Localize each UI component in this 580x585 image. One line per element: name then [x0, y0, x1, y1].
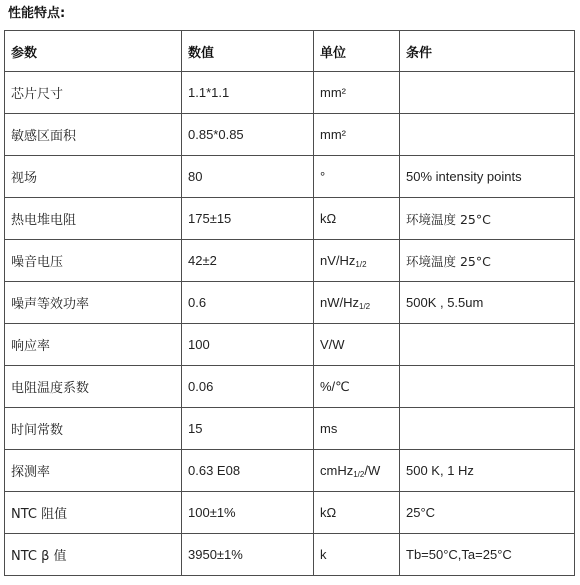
unit-text: nV/Hz	[320, 252, 356, 268]
table-row	[5, 282, 575, 324]
value-cell: 42±2	[182, 240, 314, 282]
condition-cell	[400, 114, 575, 156]
value-cell: 0.06	[182, 366, 314, 408]
unit-cell	[314, 282, 400, 324]
param-cell: 电阻温度系数	[5, 366, 182, 408]
unit-cell: °	[314, 156, 400, 198]
section-title: 性能特点:	[8, 6, 66, 21]
param-cell: 视场	[5, 156, 182, 198]
value-cell: 100±1%	[182, 492, 314, 534]
unit-subscript: 1/2	[355, 259, 367, 269]
table-row	[5, 198, 575, 240]
condition-cell: 环境温度 25°C	[400, 240, 575, 282]
table-row	[5, 114, 575, 156]
condition-cell: 25°C	[400, 492, 575, 534]
param-cell: 噪声等效功率	[5, 282, 182, 324]
table-row	[5, 366, 575, 408]
table-header-row	[5, 31, 575, 72]
param-cell: NTC 阻值	[5, 492, 182, 534]
table-row	[5, 324, 575, 366]
param-cell: 热电堆电阻	[5, 198, 182, 240]
condition-cell	[400, 72, 575, 114]
value-cell: 15	[182, 408, 314, 450]
unit-text: cmHz	[320, 462, 354, 478]
condition-cell: 500 K, 1 Hz	[400, 450, 575, 492]
unit-cell	[314, 240, 400, 282]
unit-cell	[314, 450, 400, 492]
header-value: 数值	[182, 31, 314, 72]
table-row	[5, 240, 575, 282]
condition-cell: 50% intensity points	[400, 156, 575, 198]
condition-cell: 500K , 5.5um	[400, 282, 575, 324]
unit-cell: ms	[314, 408, 400, 450]
condition-cell	[400, 408, 575, 450]
unit-cell: mm²	[314, 72, 400, 114]
value-cell: 3950±1%	[182, 534, 314, 576]
value-cell: 80	[182, 156, 314, 198]
param-cell: NTC β 值	[5, 534, 182, 576]
unit-subscript: 1/2	[353, 469, 365, 479]
condition-cell: Tb=50°C,Ta=25°C	[400, 534, 575, 576]
table-row	[5, 450, 575, 492]
value-cell: 175±15	[182, 198, 314, 240]
param-cell: 芯片尺寸	[5, 72, 182, 114]
header-param: 参数	[5, 31, 182, 72]
header-condition: 条件	[400, 31, 575, 72]
condition-cell: 环境温度 25°C	[400, 198, 575, 240]
value-cell: 0.63 E08	[182, 450, 314, 492]
unit-suffix: /W	[364, 462, 381, 478]
spec-table	[4, 30, 575, 576]
param-cell: 噪音电压	[5, 240, 182, 282]
unit-subscript: 1/2	[359, 301, 371, 311]
value-cell: 0.85*0.85	[182, 114, 314, 156]
param-cell: 时间常数	[5, 408, 182, 450]
unit-cell: %/℃	[314, 366, 400, 408]
value-cell: 1.1*1.1	[182, 72, 314, 114]
condition-cell	[400, 366, 575, 408]
condition-cell	[400, 324, 575, 366]
table-row	[5, 492, 575, 534]
unit-cell: V/W	[314, 324, 400, 366]
param-cell: 探测率	[5, 450, 182, 492]
unit-cell: k	[314, 534, 400, 576]
table-row	[5, 156, 575, 198]
table-row	[5, 408, 575, 450]
table-row	[5, 534, 575, 576]
unit-cell: kΩ	[314, 198, 400, 240]
unit-cell: mm²	[314, 114, 400, 156]
param-cell: 响应率	[5, 324, 182, 366]
unit-text: nW/Hz	[320, 294, 359, 310]
header-unit: 单位	[314, 31, 400, 72]
value-cell: 100	[182, 324, 314, 366]
value-cell: 0.6	[182, 282, 314, 324]
param-cell: 敏感区面积	[5, 114, 182, 156]
unit-cell: kΩ	[314, 492, 400, 534]
table-row	[5, 72, 575, 114]
